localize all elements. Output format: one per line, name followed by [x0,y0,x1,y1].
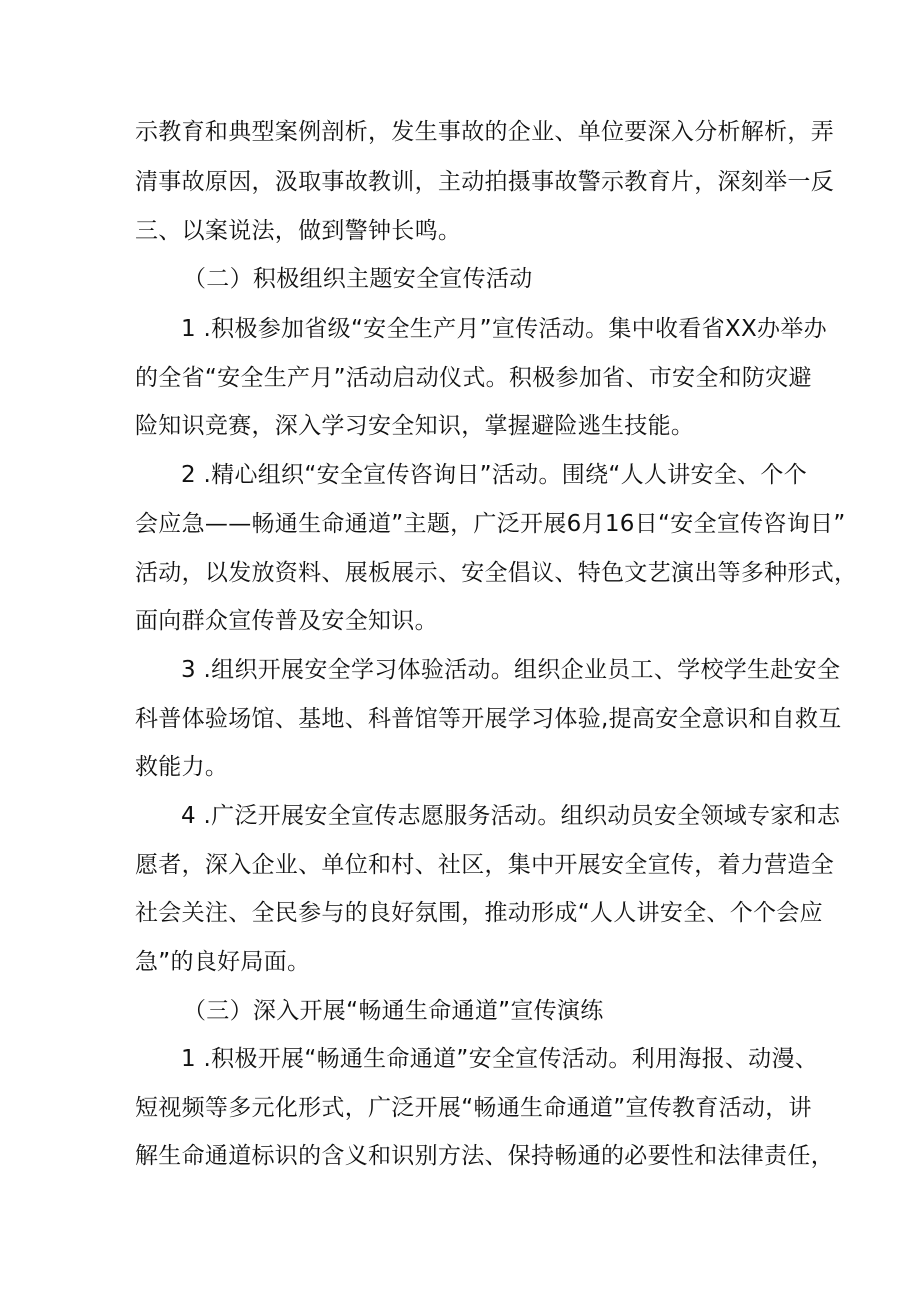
body-text-line: 的全省“安全生产月”活动启动仪式。积极参加省、市安全和防灾避 [135,365,812,391]
section-heading-3: （三）深入开展“畅通生命通道”宣传演练 [183,998,604,1024]
body-text-line: 科普体验场馆、基地、科普馆等开展学习体验,提高安全意识和自救互 [135,706,842,732]
body-text-line: 面向群众宣传普及安全知识。 [135,608,438,634]
list-item-2-line: 2 .精心组织“安全宣传咨询日”活动。围绕“人人讲安全、个个 [181,462,808,488]
list-item-1-line: 1 .积极开展“畅通生命通道”安全宣传活动。利用海报、动漫、 [181,1046,819,1072]
body-text-line: 险知识竞赛，深入学习安全知识，掌握避险逃生技能。 [135,413,695,439]
section-heading-2: （二）积极组织主题安全宣传活动 [183,266,533,292]
body-text-line: 活动，以发放资料、展板展示、安全倡议、特色文艺演出等多种形式， [135,560,858,586]
body-text-line: 救能力。 [135,754,229,780]
body-text-line: 短视频等多元化形式，广泛开展“畅通生命通道”宣传教育活动，讲 [135,1095,812,1121]
body-text-line: 会应急——畅通生命通道”主题，广泛开展6月16日“安全宣传咨询日” [135,511,846,537]
body-text-line: 三、以案说法，做到警钟长鸣。 [135,218,462,244]
list-item-1-line: 1 .积极参加省级“安全生产月”宣传活动。集中收看省XX办举办 [181,316,827,342]
list-item-3-line: 3 .组织开展安全学习体验活动。组织企业员工、学校学生赴安全 [181,657,841,683]
body-text-line: 社会关注、全民参与的良好氛围，推动形成“人人讲安全、个个会应 [135,900,823,926]
list-item-4-line: 4 .广泛开展安全宣传志愿服务活动。组织动员安全领域专家和志 [181,803,841,829]
body-text-line: 清事故原因，汲取事故教训，主动拍摄事故警示教育片，深刻举一反 [135,169,834,195]
body-text-line: 急”的良好局面。 [135,949,311,975]
body-text-line: 示教育和典型案例剖析，发生事故的企业、单位要深入分析解析，弄 [135,119,834,145]
body-text-line: 愿者，深入企业、单位和村、社区，集中开展安全宣传，着力营造全 [135,852,834,878]
body-text-line: 解生命通道标识的含义和识别方法、保持畅通的必要性和法律责任， [135,1143,834,1169]
